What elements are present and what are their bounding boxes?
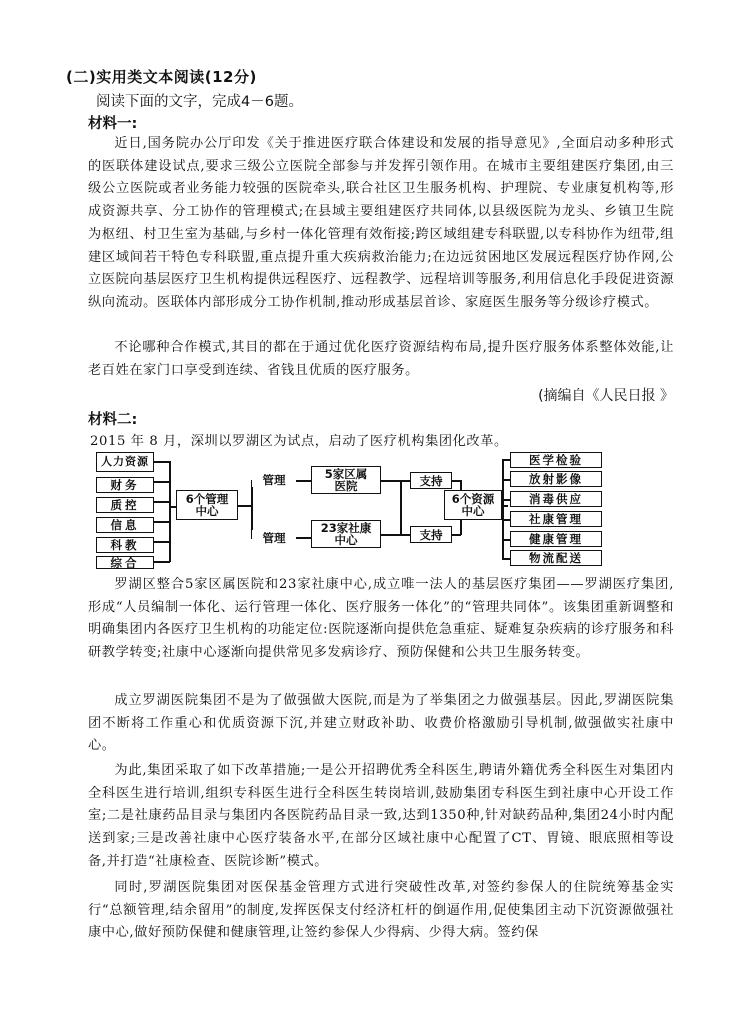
- material2-paragraph-2: 成立罗湖医院集团不是为了做强做大医院,而是为了举集团之力做强基层。因此,罗湖医院集团不断将工作重心和优质资源下沉,并建立财政补助、收费价格激励引导机制,做强做实社康中心。: [88, 693, 674, 754]
- material2-label: 材料二:: [88, 412, 138, 428]
- left-item-quality: 质控: [96, 497, 154, 513]
- management-center-box: 6个管理中心: [176, 490, 238, 520]
- resource-center-box: 6个资源中心: [444, 490, 502, 520]
- district-hospitals-box: 5家区属医院: [311, 466, 381, 494]
- material2-paragraph-1: 罗湖区整合5家区属医院和23家社康中心,成立唯一法人的基层医疗集团——罗湖医疗集团,形成“人员编制一体化、运行管理一体化、医疗服务一体化”的“管理共同体”。该集团重新调整和明确集团内各医疗卫生机构的功能定位:医院逐渐向提供危急重症、疑难复杂疾病的诊疗服务和科研教学转变;社康中心逐渐向提供常见多发病诊疗、预防保健和公共卫生服务转变。: [88, 577, 674, 661]
- material1-label: 材料一:: [88, 116, 138, 132]
- material1-source: (摘编自《人民日报 》: [538, 388, 674, 404]
- management-link-top: 管理: [252, 472, 296, 487]
- material1-paragraph-1: 近日,国务院办公厅印发《关于推进医疗联合体建设和发展的指导意见》,全面启动多种形式的医联体建设试点,要求三级公立医院全部参与并发挥引领作用。在城市主要组建医疗集团,由三级公立医院或者业务能力较强的医院牵头,联合社区卫生服务机构、护理院、专业康复机构等,形成资源共享、分工协作的管理模式;在县域主要组建医疗共同体,以县级医院为龙头、乡镇卫生院为枢纽、村卫生室为基础,与乡村一体化管理有效衔接;跨区域组建专科联盟,以专科协作为纽带,组建区域间若干特色专科联盟,重点提升重大疾病救治能力;在边远贫困地区发展远程医疗协作网,公立医院向基层医疗卫生机构提供远程医疗、远程教学、远程培训等服务,利用信息化手段促进资源纵向流动。医联体内部形成分工协作机制,推动形成基层首诊、家庭医生服务等分级诊疗模式。: [88, 136, 674, 310]
- material2-paragraph-3: 为此,集团采取了如下改革措施;一是公开招聘优秀全科医生,聘请外籍优秀全科医生对集团内全科医生进行培训,组织专科医生进行全科医生转岗培训,鼓励集团专科医生到社康中心开设工作室;二是社康药品目录与集团内各医院药品目录一致,达到1350种,针对缺药品种,集团24小时内配送到家;三是改善社康中心医疗装备水平,在部分区域社康中心配置了CT、胃镜、眼底照相等设备,并打造“社康检查、医院诊断”模式。: [88, 763, 674, 869]
- support-label-top: 支持: [410, 472, 452, 489]
- material2-intro: 2015 年 8 月，深圳以罗湖区为试点，启动了医疗机构集团化改革。: [90, 434, 508, 449]
- right-item-logistics: 物流配送: [510, 550, 602, 566]
- right-item-imaging: 放射影像: [510, 471, 602, 487]
- right-item-health-mgmt: 健康管理: [510, 531, 602, 547]
- support-label-bottom: 支持: [410, 526, 452, 543]
- left-item-finance: 财务: [96, 477, 154, 493]
- community-health-box: 23家社康中心: [311, 520, 381, 548]
- left-item-hr: 人力资源: [96, 452, 154, 472]
- left-item-general: 综合: [96, 556, 154, 569]
- management-link-bottom: 管理: [252, 530, 296, 545]
- organization-diagram: [92, 450, 612, 568]
- left-item-education: 科教: [96, 537, 154, 553]
- right-item-community-mgmt: 社康管理: [510, 511, 602, 527]
- material1-paragraph-2: 不论哪种合作模式,其目的都在于通过优化医疗资源结构布局,提升医疗服务体系整体效能,让老百姓在家门口享受到连续、省钱且优质的医疗服务。: [88, 340, 674, 378]
- material2-paragraph-4: 同时,罗湖医院集团对医保基金管理方式进行突破性改革,对签约参保人的住院统筹基金实行“总额管理,结余留用”的制度,发挥医保支付经济杠杆的倒逼作用,促使集团主动下沉资源做强社康中心,做好预防保健和健康管理,让签约参保人少得病、少得大病。签约保: [88, 880, 674, 941]
- section-title: (二)实用类文本阅读(12分): [66, 68, 257, 86]
- right-item-lab: 医学检验: [510, 452, 602, 468]
- left-item-info: 信息: [96, 517, 154, 533]
- right-item-sterilization: 消毒供应: [510, 491, 602, 507]
- instruction-text: 阅读下面的文字，完成4－6题。: [96, 94, 303, 110]
